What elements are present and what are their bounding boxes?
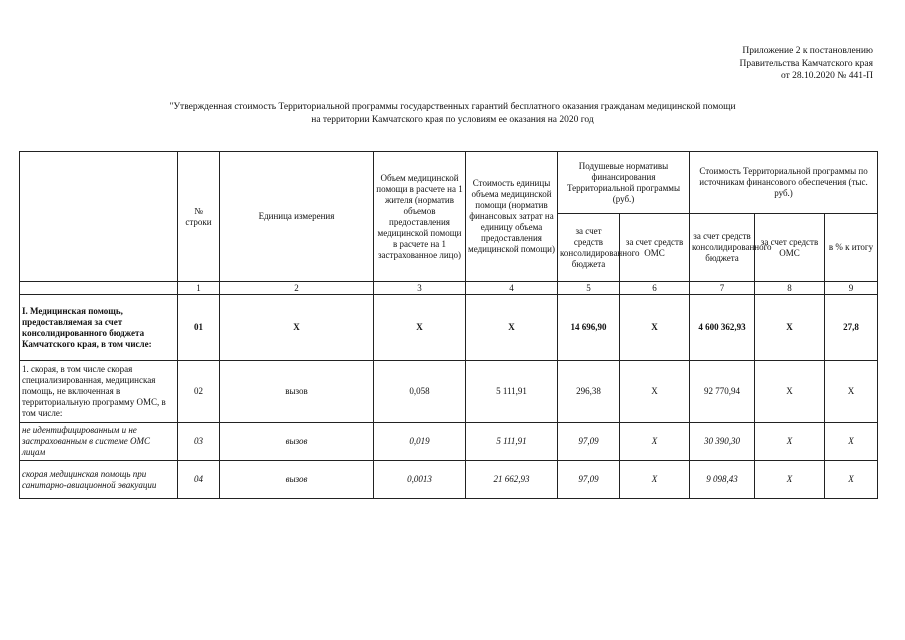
header-row-no: № строки	[178, 152, 220, 282]
row-cost-unit: 5 111,91	[466, 423, 558, 461]
row-number: 01	[178, 295, 220, 361]
row-ct-pct: 27,8	[825, 295, 878, 361]
row-cost-unit: 21 662,93	[466, 461, 558, 499]
row-volume: 0,019	[374, 423, 466, 461]
row-pc-budget: 14 696,90	[558, 295, 620, 361]
row-ct-pct: X	[825, 361, 878, 423]
annex-line-1: Приложение 2 к постановлению	[742, 46, 873, 56]
header-cost-unit: Стоимость единицы объема медицинской помощи (норматив финансовых затрат на единицу объема предоставления медицинской помощи)	[466, 152, 558, 282]
row-ct-oms: X	[755, 295, 825, 361]
row-ct-budget: 30 390,30	[690, 423, 755, 461]
row-pc-oms: X	[620, 461, 690, 499]
column-number: 6	[620, 282, 690, 295]
row-volume: X	[374, 295, 466, 361]
annex-note	[740, 45, 873, 83]
row-unit: вызов	[220, 461, 374, 499]
row-label: скорая медицинская помощь при санитарно-авиационной эвакуации	[20, 461, 178, 499]
document-heading	[0, 101, 905, 126]
row-number: 04	[178, 461, 220, 499]
row-pc-budget: 97,09	[558, 423, 620, 461]
header-ct-pct: в % к итогу	[825, 214, 878, 282]
row-pc-oms: X	[620, 423, 690, 461]
header-pc-oms: за счет средств ОМС	[620, 214, 690, 282]
row-unit: вызов	[220, 423, 374, 461]
table-row	[20, 361, 878, 423]
header-pc-budget: за счет средств консолидированного бюджета	[558, 214, 620, 282]
column-number: 9	[825, 282, 878, 295]
row-label: I. Медицинская помощь, предоставляемая за счет консолидированного бюджета Камчатского края, в том числе:	[20, 295, 178, 361]
header-unit: Единица измерения	[220, 152, 374, 282]
row-ct-pct: X	[825, 423, 878, 461]
row-unit: вызов	[220, 361, 374, 423]
row-cost-unit: 5 111,91	[466, 361, 558, 423]
row-cost-unit: X	[466, 295, 558, 361]
table-row	[20, 423, 878, 461]
row-ct-oms: X	[755, 423, 825, 461]
row-volume: 0,058	[374, 361, 466, 423]
row-ct-oms: X	[755, 361, 825, 423]
row-volume: 0,0013	[374, 461, 466, 499]
row-label: 1. скорая, в том числе скорая специализированная, медицинская помощь, не включенная в территориальную программу ОМС, в том числе:	[20, 361, 178, 423]
header-cost-total: Стоимость Территориальной программы по источникам финансового обеспечения (тыс. руб.)	[690, 152, 878, 214]
header-name-blank	[20, 152, 178, 282]
header-per-capita: Подушевые нормативы финансирования Территориальной программы (руб.)	[558, 152, 690, 214]
row-ct-budget: 92 770,94	[690, 361, 755, 423]
row-ct-budget: 9 098,43	[690, 461, 755, 499]
column-numbers-row	[20, 282, 878, 295]
heading-line-1: "Утвержденная стоимость Территориальной программы государственных гарантий бесплатного оказания гражданам медицинской помощи	[169, 102, 736, 112]
column-number-blank	[20, 282, 178, 295]
header-ct-oms: за счет средств ОМС	[755, 214, 825, 282]
header-ct-budget: за счет средств консолидированного бюджета	[690, 214, 755, 282]
header-volume: Объем медицинской помощи в расчете на 1 жителя (норматив объемов предоставления медицинской помощи в расчете на 1 застрахованное лицо)	[374, 152, 466, 282]
column-number: 4	[466, 282, 558, 295]
annex-line-2: Правительства Камчатского края	[739, 58, 873, 69]
row-label: не идентифицированным и не застрахованным в системе ОМС лицам	[20, 423, 178, 461]
column-number: 3	[374, 282, 466, 295]
table-row	[20, 295, 878, 361]
heading-line-2: на территории Камчатского края по условиям ее оказания на 2020 год	[311, 114, 594, 125]
annex-line-3: от 28.10.2020 № 441-П	[781, 71, 873, 81]
row-number: 03	[178, 423, 220, 461]
row-ct-pct: X	[825, 461, 878, 499]
column-number: 7	[690, 282, 755, 295]
column-number: 1	[178, 282, 220, 295]
column-number: 5	[558, 282, 620, 295]
row-unit: X	[220, 295, 374, 361]
row-number: 02	[178, 361, 220, 423]
table-row	[20, 461, 878, 499]
header-row-1	[20, 152, 878, 214]
row-ct-oms: X	[755, 461, 825, 499]
row-pc-oms: X	[620, 361, 690, 423]
row-pc-budget: 97,09	[558, 461, 620, 499]
row-pc-oms: X	[620, 295, 690, 361]
column-number: 8	[755, 282, 825, 295]
cost-table	[19, 151, 878, 499]
column-number: 2	[220, 282, 374, 295]
row-ct-budget: 4 600 362,93	[690, 295, 755, 361]
row-pc-budget: 296,38	[558, 361, 620, 423]
